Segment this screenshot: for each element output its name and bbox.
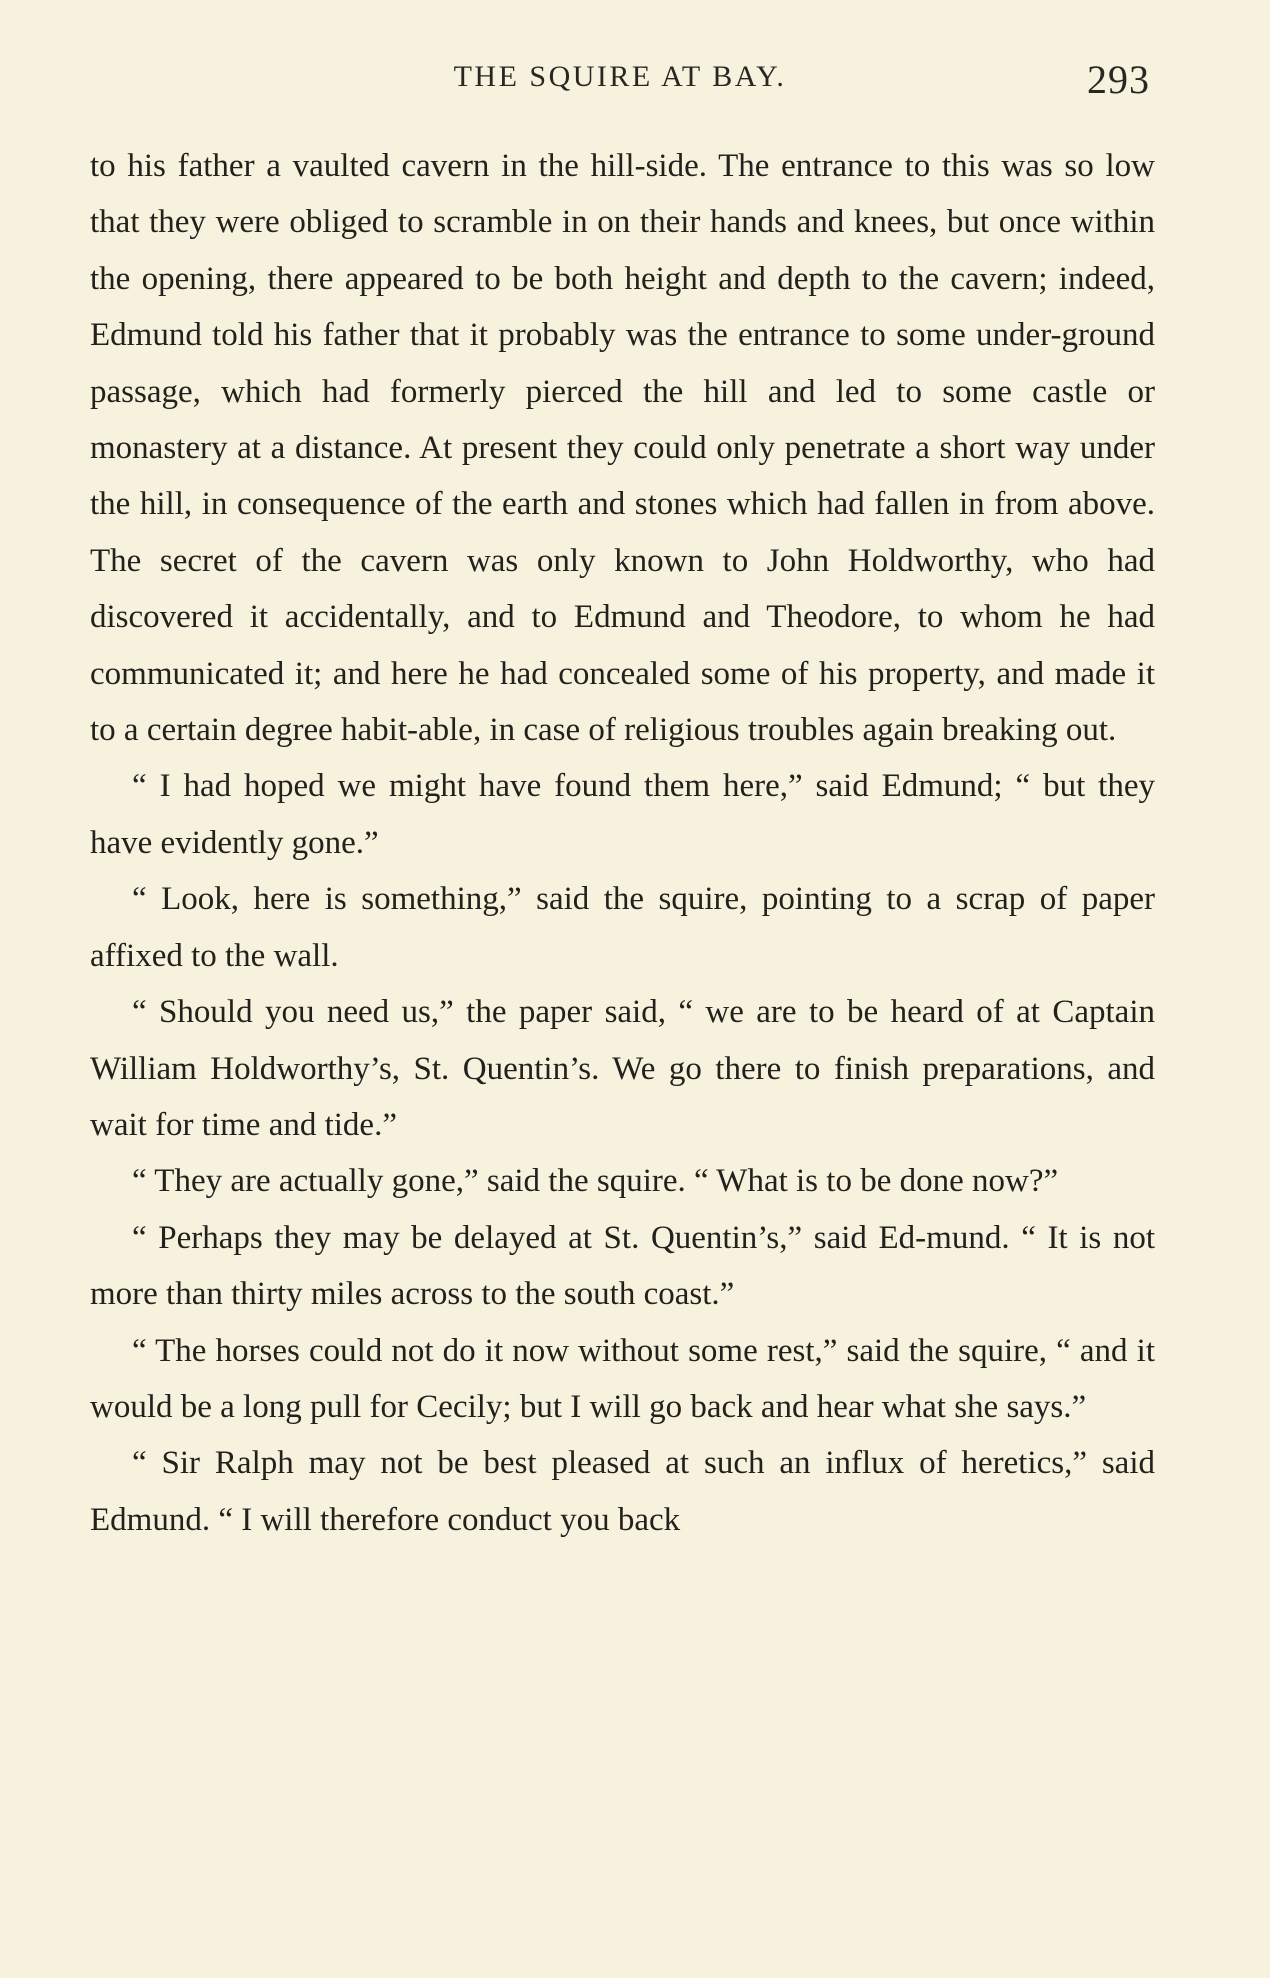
paragraph: “ Should you need us,” the paper said, “ we are to be heard of at Captain William Holdworthy’s, St. Quentin’s. We go there to finish preparations, and wait for time and tide.” (90, 994, 1155, 1143)
paragraph: “ Look, here is something,” said the squire, pointing to a scrap of paper affixed to the wall. (90, 881, 1155, 974)
running-header (90, 54, 1150, 106)
body-text (90, 138, 1155, 1548)
page-number: 293 (1087, 57, 1150, 102)
paragraph: “ Perhaps they may be delayed at St. Quentin’s,” said Ed-mund. “ It is not more than thirty miles across to the south coast.” (90, 1219, 1155, 1313)
paragraph: “ They are actually gone,” said the squire. “ What is to be done now?” (132, 1163, 1059, 1200)
paragraph: “ The horses could not do it now without some rest,” said the squire, “ and it would be a long pull for Cecily; but I will go back and hear what she says.” (90, 1332, 1155, 1425)
paragraph: “ Sir Ralph may not be best pleased at such an influx of heretics,” said Edmund. “ I will therefore conduct you back (90, 1445, 1155, 1538)
paragraph-continued: to his father a vaulted cavern in the hill-side. The entrance to this was so low that they were obliged to scramble in on their hands and knees, but once within the opening, there appeared to be both height and depth to the cavern; indeed, Edmund told his father that it probably was the entrance to some under-ground passage, which had formerly pierced the hill and led to some castle or monastery at a distance. At present they could only penetrate a short way under the hill, in consequence of the earth and stones which had fallen in from above. The secret of the cavern was only known to John Holdworthy, who had discovered it accidentally, and to Edmund and Theodore, to whom he had communicated it; and here he had concealed some of his property, and made it to a certain degree habit-able, in case of religious troubles again breaking out. (90, 148, 1155, 749)
paragraph: “ I had hoped we might have found them here,” said Edmund; “ but they have evidently gone.” (90, 768, 1155, 861)
running-title: THE SQUIRE AT BAY. (453, 60, 787, 93)
